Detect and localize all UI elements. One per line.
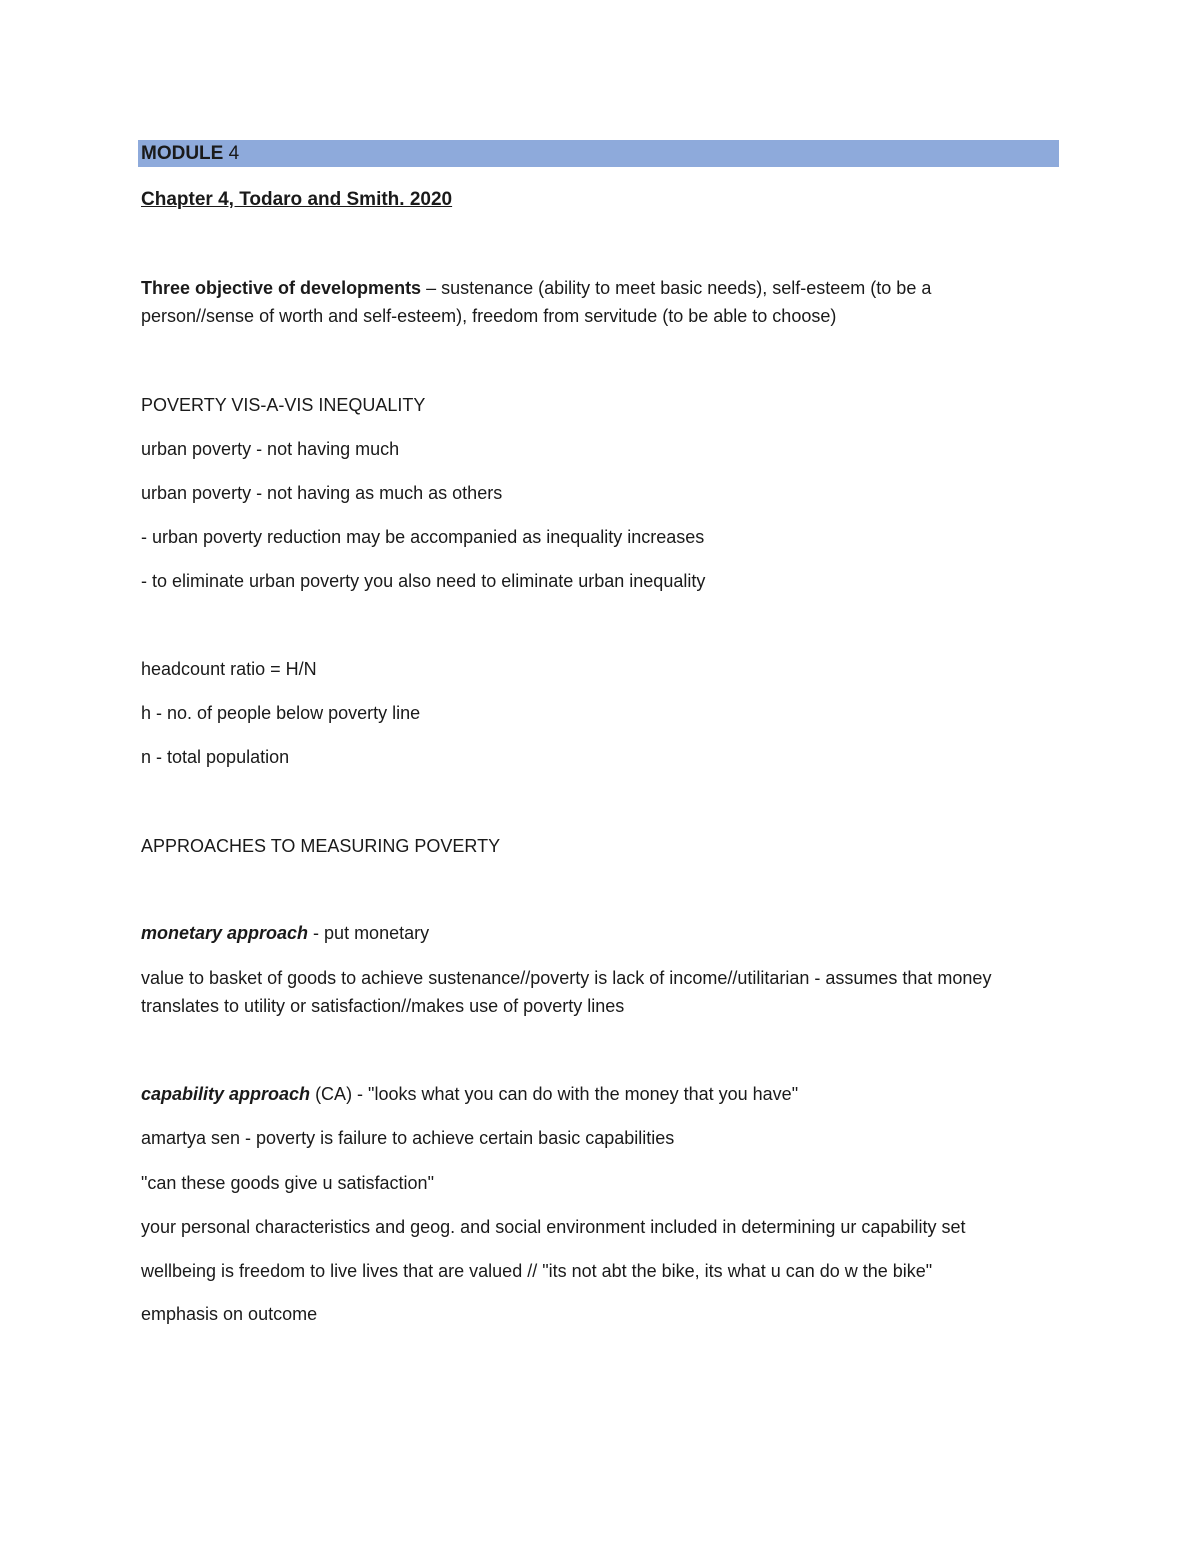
objectives-text: – sustenance (ability to meet basic needs), self-esteem (to be a person//sense of worth and self-esteem), freedom from servitude (to be able to choose) <box>141 278 932 326</box>
chapter-reference <box>141 185 452 214</box>
objectives-paragraph <box>141 274 1031 330</box>
capability-line-4: wellbeing is freedom to live lives that are valued // "its not abt the bike, its what u can do w the bike" <box>141 1261 933 1281</box>
capability-line-5: emphasis on outcome <box>141 1304 318 1324</box>
headcount-n-definition: n - total population <box>141 747 290 767</box>
headcount-h-definition: h - no. of people below poverty line <box>141 703 421 723</box>
capability-line-3: your personal characteristics and geog. and social environment included in determining ur capability set <box>141 1217 966 1237</box>
monetary-approach-line <box>141 919 429 947</box>
poverty-inequality-heading: POVERTY VIS-A-VIS INEQUALITY <box>141 395 426 415</box>
capability-approach-intro: (CA) - "looks what you can do with the money that you have" <box>310 1084 799 1104</box>
poverty-line-4: - to eliminate urban poverty you also need to eliminate urban inequality <box>141 571 706 591</box>
poverty-line-3: - urban poverty reduction may be accompanied as inequality increases <box>141 527 705 547</box>
capability-line-2: "can these goods give u satisfaction" <box>141 1173 434 1193</box>
module-heading <box>141 140 239 168</box>
module-highlight-bar <box>138 140 1059 167</box>
capability-line-1: amartya sen - poverty is failure to achieve certain basic capabilities <box>141 1128 675 1148</box>
module-label: MODULE <box>141 143 224 164</box>
objectives-lead: Three objective of developments <box>141 278 422 298</box>
capability-approach-term: capability approach <box>141 1084 311 1104</box>
module-number: 4 <box>228 143 240 164</box>
capability-approach-line <box>141 1080 798 1108</box>
chapter-title: Chapter 4, Todaro and Smith. 2020 <box>141 189 453 210</box>
monetary-approach-detail: value to basket of goods to achieve sustenance//poverty is lack of income//utilitarian - assumes that money translates to utility or satisfaction//makes use of poverty lines <box>141 968 992 1016</box>
approaches-heading: APPROACHES TO MEASURING POVERTY <box>141 836 501 856</box>
poverty-line-1: urban poverty - not having much <box>141 439 400 459</box>
monetary-approach-intro: - put monetary <box>308 923 430 943</box>
monetary-approach-term: monetary approach <box>141 923 309 943</box>
poverty-line-2: urban poverty - not having as much as others <box>141 483 503 503</box>
headcount-formula: headcount ratio = H/N <box>141 659 317 679</box>
